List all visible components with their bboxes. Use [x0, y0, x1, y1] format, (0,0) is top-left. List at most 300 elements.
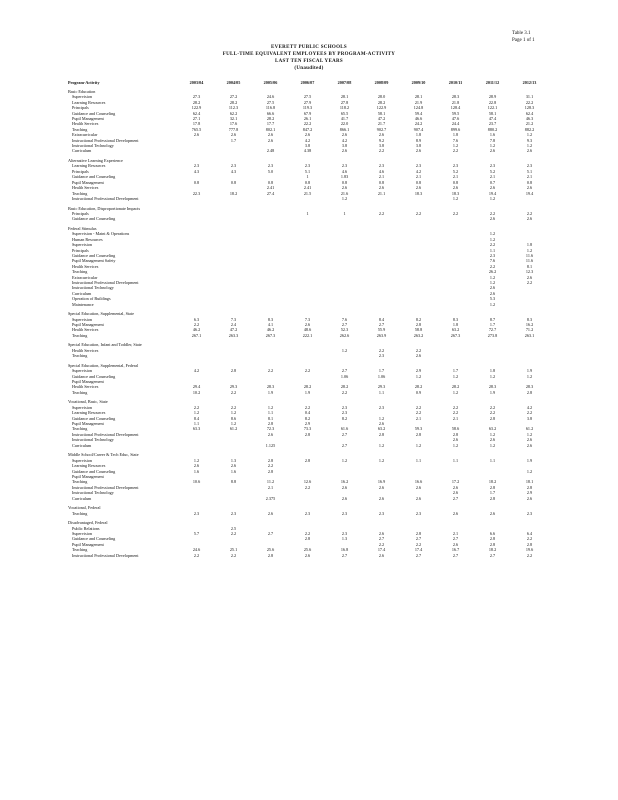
fte-value: 2.6: [230, 463, 237, 469]
fte-value: 4.2: [304, 137, 311, 143]
fte-value: 63.3: [192, 426, 201, 432]
title-district: EVERETT PUBLIC SCHOOLS: [271, 45, 347, 50]
fte-value: 66.6: [266, 110, 275, 116]
fte-value: 2.2: [526, 536, 533, 542]
fte-value: 1.1: [489, 247, 496, 253]
fte-value: 28.2: [451, 384, 460, 390]
fte-value: 7.3: [230, 316, 237, 322]
section-heading: Special Education, Supplemental, State: [68, 311, 134, 317]
fte-value: 1.2: [193, 410, 200, 416]
fte-value: 2.3: [378, 404, 385, 410]
fte-value: 2.6: [193, 132, 200, 138]
fte-value: 62.4: [525, 110, 534, 116]
fte-value: 2.48: [266, 148, 275, 154]
activity-label: Human Resources: [72, 236, 103, 242]
activity-label: Supervision - Maint & Operations: [72, 231, 130, 237]
fte-value: 2.2: [526, 552, 533, 558]
fte-value: 28.2: [229, 99, 238, 105]
activity-label: Instructional Professional Development: [72, 552, 139, 558]
fte-value: 902.7: [376, 126, 387, 132]
fte-value: 2.3: [415, 510, 422, 516]
fte-value: 21.5: [303, 190, 312, 196]
fte-value: 2.8: [267, 457, 274, 463]
fte-value: 2.3: [341, 510, 348, 516]
fte-value: 61.6: [340, 426, 349, 432]
fte-value: 16.7: [451, 547, 460, 553]
fte-value: 21.9: [414, 99, 423, 105]
fte-value: 1.2: [526, 143, 533, 149]
fte-value: 3.8: [378, 143, 385, 149]
fte-value: 2.2: [304, 368, 311, 374]
activity-label: Teaching: [72, 353, 88, 359]
fte-value: 2.5: [230, 525, 237, 531]
fte-value: 6.3: [193, 316, 200, 322]
activity-label: Teaching: [72, 479, 88, 485]
fte-value: 1.7: [452, 368, 459, 374]
fte-value: 2.6: [341, 132, 348, 138]
fte-value: 72.7: [488, 327, 497, 333]
fte-value: 2.3: [193, 510, 200, 516]
fte-value: 1.2: [452, 389, 459, 395]
fte-value: 61.2: [525, 426, 534, 432]
fte-value: 2.6: [526, 274, 533, 280]
fte-value: 28.1: [414, 94, 423, 100]
fte-value: 4.2: [341, 137, 348, 143]
fte-value: 2.3: [378, 163, 385, 169]
fte-value: 28.2: [377, 99, 386, 105]
fte-value: 2.8: [489, 536, 496, 542]
fte-value: 2.7: [341, 322, 348, 327]
fte-value: 1.3: [341, 536, 348, 542]
fte-value: 7.8: [489, 137, 496, 143]
fte-value: 47.6: [451, 116, 460, 122]
fte-value: 263.2: [413, 332, 424, 338]
activity-label: Supervision: [72, 242, 93, 248]
fte-value: 0.8: [267, 179, 274, 185]
section-heading: Alternative Learning Experience: [68, 158, 123, 164]
fte-value: 222.1: [302, 332, 313, 338]
fte-value: 1.2: [526, 373, 533, 379]
fte-value: 32.1: [229, 116, 238, 122]
fte-value: 0.8: [526, 179, 533, 185]
fte-value: 2.2: [415, 210, 422, 216]
activity-label: Supervision: [72, 404, 93, 410]
fte-value: 8.8: [230, 479, 237, 485]
fte-value: 880.2: [487, 126, 498, 132]
section-heading: Disadvantaged, Federal: [68, 520, 108, 526]
fte-value: 2.9: [526, 490, 533, 496]
fte-value: 41.7: [340, 116, 349, 122]
fte-table: [68, 80, 548, 558]
fte-value: 29.4: [192, 384, 201, 390]
fte-value: 2.6: [415, 185, 422, 191]
fte-value: 2.6: [452, 490, 459, 496]
fte-value: 8.3: [267, 316, 274, 322]
activity-label: Supervision: [72, 368, 93, 374]
fte-value: 1.2: [526, 431, 533, 437]
fte-value: 2.6: [267, 137, 274, 143]
fte-value: 8.2: [415, 316, 422, 322]
column-header-year: 2007/08: [337, 80, 352, 85]
fte-value: 2.6: [341, 495, 348, 501]
fte-value: 2.6: [267, 431, 274, 437]
fte-value: 1.7: [378, 368, 385, 374]
fte-value: 2.2: [230, 530, 237, 536]
activity-label: Extracurricular: [72, 132, 98, 138]
fte-value: 7.6: [489, 258, 496, 264]
fte-value: 72.3: [266, 426, 275, 432]
fte-value: 2.8: [267, 468, 274, 474]
fte-value: 0.4: [304, 410, 311, 416]
fte-value: 4.38: [303, 148, 312, 154]
fte-value: 1.2: [230, 410, 237, 416]
activity-label: Guidance and Counseling: [72, 468, 116, 474]
fte-value: 1.2: [378, 442, 385, 448]
fte-value: 1.2: [452, 442, 459, 448]
fte-value: 124.8: [413, 105, 424, 111]
fte-value: 1.2: [452, 373, 459, 379]
fte-value: 882.2: [524, 126, 535, 132]
fte-value: 2.6: [452, 437, 459, 443]
fte-value: 2.6: [452, 185, 459, 191]
fte-value: 58.1: [377, 110, 386, 116]
fte-value: 25.6: [266, 547, 275, 553]
fte-value: 71.2: [525, 327, 534, 333]
fte-value: 267.3: [450, 332, 461, 338]
fte-value: 2.2: [304, 530, 311, 536]
fte-value: 2.6: [489, 285, 496, 291]
fte-value: 2.3: [304, 510, 311, 516]
fte-value: 1.8: [415, 132, 422, 138]
column-header-program: Program-Activity: [68, 80, 100, 85]
report-title: [0, 44, 618, 72]
fte-value: 2.2: [415, 410, 422, 416]
activity-label: Supervision: [72, 530, 93, 536]
activity-label: Teaching: [72, 426, 88, 432]
fte-value: 2.6: [526, 437, 533, 443]
activity-label: Instructional Professional Development: [72, 137, 139, 143]
fte-value: 1.1: [415, 457, 422, 463]
fte-value: 2.6: [378, 484, 385, 490]
fte-value: 1.2: [526, 247, 533, 253]
fte-value: 3.8: [341, 143, 348, 149]
section-heading: Federal Stimulus: [68, 225, 97, 231]
fte-value: 0.9: [415, 389, 422, 395]
fte-value: 1.1: [378, 389, 385, 395]
fte-value: 118.2: [339, 105, 350, 111]
fte-value: 2.6: [452, 484, 459, 490]
fte-value: 0.8: [452, 179, 459, 185]
fte-value: 17.8: [192, 121, 201, 127]
activity-label: Pupil Management: [72, 541, 104, 547]
fte-value: 262.6: [339, 332, 350, 338]
activity-label: Instructional Professional Development: [72, 279, 139, 285]
activity-label: Learning Resources: [72, 463, 106, 469]
fte-value: 1.6: [230, 468, 237, 474]
fte-value: 2.6: [415, 353, 422, 359]
fte-value: 28.2: [414, 384, 423, 390]
activity-label: Learning Resources: [72, 99, 106, 105]
fte-value: 58.8: [414, 327, 423, 333]
fte-value: 46.2: [192, 327, 201, 333]
fte-value: 122.9: [376, 105, 387, 111]
activity-label: Health Services: [72, 263, 99, 269]
activity-label: Curriculum: [72, 495, 92, 501]
table-body: [68, 89, 548, 558]
fte-value: 267.3: [265, 332, 276, 338]
activity-label: Maintenance: [72, 301, 94, 307]
section-heading: Special Education, Infant and Toddler, State: [68, 342, 142, 348]
fte-value: 1.2: [489, 143, 496, 149]
fte-value: 8.6: [230, 415, 237, 421]
fte-value: 17.4: [414, 547, 423, 553]
activity-label: Pupil Management: [72, 379, 104, 385]
fte-value: 765.5: [191, 126, 202, 132]
activity-label: Teaching: [72, 126, 88, 132]
fte-value: 1.1: [267, 410, 274, 416]
fte-value: 22.2: [525, 99, 534, 105]
fte-value: 2.2: [452, 210, 459, 216]
fte-value: 2.6: [489, 216, 496, 222]
activity-label: Principals: [72, 168, 89, 174]
fte-value: 2.6: [415, 495, 422, 501]
section-heading: Vocational, Basic, State: [68, 399, 108, 405]
fte-value: 21.8: [451, 99, 460, 105]
fte-value: 2.2: [193, 552, 200, 558]
activity-label: Supervision: [72, 457, 93, 463]
fte-value: 2.2: [489, 210, 496, 216]
table-number: Table 3.1: [512, 31, 531, 36]
fte-value: 22.3: [192, 190, 201, 196]
activity-label: Instructional Technology: [72, 143, 114, 149]
fte-value: 2.2: [489, 410, 496, 416]
fte-value: 128.4: [450, 105, 461, 111]
fte-value: 1.2: [489, 301, 496, 307]
fte-value: 27.2: [229, 94, 238, 100]
fte-value: 2.41: [266, 185, 275, 191]
activity-label: Instructional Professional Development: [72, 195, 139, 201]
fte-value: 2.1: [526, 174, 533, 180]
fte-value: 273.8: [487, 332, 498, 338]
fte-value: 2.3: [341, 410, 348, 416]
fte-value: 2.1: [489, 174, 496, 180]
fte-value: 6.4: [526, 530, 533, 536]
fte-value: 2.1: [378, 174, 385, 180]
fte-value: 17.7: [266, 121, 275, 127]
fte-value: 2.2: [526, 210, 533, 216]
fte-value: 28.3: [488, 384, 497, 390]
fte-value: 1.2: [341, 457, 348, 463]
fte-value: 21.2: [525, 121, 534, 127]
fte-value: 2.6: [378, 552, 385, 558]
activity-label: Health Services: [72, 347, 99, 353]
fte-value: 46.3: [525, 116, 534, 122]
fte-value: 1.2: [267, 404, 274, 410]
fte-value: 2.8: [415, 431, 422, 437]
fte-value: 2.2: [230, 389, 237, 395]
fte-value: 2.6: [489, 290, 496, 296]
column-header-year: 2009/10: [411, 80, 426, 85]
fte-value: 2.1: [415, 174, 422, 180]
fte-value: 28.3: [266, 384, 275, 390]
fte-value: 2.8: [230, 368, 237, 374]
fte-value: 16.6: [414, 479, 423, 485]
fte-value: 2.3: [341, 404, 348, 410]
fte-value: 19.4: [525, 190, 534, 196]
fte-value: 2.7: [415, 536, 422, 542]
fte-value: 1.2: [341, 347, 348, 353]
fte-value: 4.2: [526, 404, 533, 410]
fte-value: 21.1: [377, 190, 386, 196]
activity-label: Teaching: [72, 190, 88, 196]
fte-value: 27.4: [266, 190, 275, 196]
fte-value: 5.0: [267, 168, 274, 174]
fte-value: 8.3: [452, 316, 459, 322]
fte-value: 8.1: [526, 263, 533, 269]
fte-value: 2.3: [526, 510, 533, 516]
section-heading: Middle School/Career & Tech Educ, State: [68, 452, 139, 458]
fte-value: 63.2: [377, 426, 386, 432]
fte-value: 2.1: [415, 415, 422, 421]
fte-value: 21.6: [340, 190, 349, 196]
fte-value: 2.6: [526, 442, 533, 448]
fte-value: 1.2: [452, 195, 459, 201]
fte-value: 5.2: [452, 168, 459, 174]
fte-value: 0.7: [489, 179, 496, 185]
fte-value: 0.8: [193, 179, 200, 185]
fte-value: 112.3: [228, 105, 239, 111]
fte-value: 28.3: [451, 94, 460, 100]
fte-value: 802.1: [265, 126, 276, 132]
fte-value: 8.4: [378, 316, 385, 322]
fte-value: 2.1: [267, 484, 274, 490]
fte-value: 2.2: [452, 404, 459, 410]
fte-value: 1.7: [489, 490, 496, 496]
fte-value: 2.6: [526, 216, 533, 222]
fte-value: 0.8: [230, 179, 237, 185]
fte-value: 1.83: [340, 174, 349, 180]
section-heading: Basic Education: [68, 89, 96, 94]
fte-value: 1.8: [452, 322, 459, 327]
fte-value: 59.3: [414, 426, 423, 432]
fte-value: 1.6: [489, 132, 496, 138]
fte-value: 1.9: [526, 457, 533, 463]
fte-value: 2.8: [489, 495, 496, 501]
fte-value: 263.1: [524, 332, 535, 338]
fte-value: 67.9: [303, 110, 312, 116]
fte-value: 1.9: [526, 368, 533, 374]
fte-value: 2.3: [267, 163, 274, 169]
activity-label: Guidance and Counseling: [72, 174, 116, 180]
activity-label: Guidance and Counseling: [72, 536, 116, 542]
fte-value: 16.9: [377, 479, 386, 485]
fte-value: 58.6: [451, 426, 460, 432]
fte-value: 9.2: [378, 137, 385, 143]
fte-value: 3.8: [526, 415, 533, 421]
fte-value: 3.8: [304, 143, 311, 149]
fte-value: 1.2: [452, 143, 459, 149]
fte-value: 46.2: [266, 327, 275, 333]
fte-value: 0.8: [304, 179, 311, 185]
fte-value: 0.8: [378, 179, 385, 185]
page-count: Page 1 of 1: [512, 38, 535, 43]
fte-value: 2.2: [193, 322, 200, 327]
fte-value: 18.2: [488, 479, 497, 485]
fte-value: 1.1: [489, 457, 496, 463]
fte-value: 2.8: [489, 484, 496, 490]
column-header-year: 2005/06: [263, 80, 278, 85]
fte-value: 2.1: [452, 174, 459, 180]
title-period: LAST TEN FISCAL YEARS: [274, 59, 344, 64]
fte-value: 5.1: [304, 168, 311, 174]
fte-value: 73.3: [303, 426, 312, 432]
fte-value: 2.2: [489, 242, 496, 248]
activity-label: Pupil Management: [72, 116, 104, 122]
fte-value: 2.2: [341, 389, 348, 395]
fte-value: 18.3: [451, 190, 460, 196]
fte-value: 907.4: [413, 126, 424, 132]
fte-value: 2.6: [267, 510, 274, 516]
fte-value: 22.2: [303, 121, 312, 127]
activity-label: Teaching: [72, 547, 88, 553]
fte-value: 1.2: [489, 236, 496, 242]
fte-value: 22.8: [488, 99, 497, 105]
fte-value: 65.5: [340, 110, 349, 116]
fte-value: 263.3: [228, 332, 239, 338]
fte-value: 2.3: [341, 163, 348, 169]
fte-value: 5.3: [489, 296, 496, 302]
fte-value: 8.4: [193, 415, 200, 421]
activity-label: Public Relations: [72, 525, 100, 531]
activity-label: Instructional Professional Development: [72, 484, 139, 490]
fte-value: 2.8: [267, 421, 274, 427]
activity-label: Supervision: [72, 316, 93, 322]
fte-value: 2.6: [378, 185, 385, 191]
activity-label: Instructional Technology: [72, 437, 114, 443]
fte-value: 47.2: [377, 116, 386, 122]
fte-value: 2.6: [193, 463, 200, 469]
fte-value: 59.5: [451, 110, 460, 116]
fte-value: 116.8: [265, 105, 276, 111]
fte-value: 2.8: [304, 457, 311, 463]
activity-label: Guidance and Counseling: [72, 415, 116, 421]
fte-value: 1.9: [489, 389, 496, 395]
fte-value: 1.06: [377, 373, 386, 379]
activity-label: Guidance and Counseling: [72, 216, 116, 222]
fte-value: 19.4: [488, 190, 497, 196]
fte-value: 29.3: [377, 384, 386, 390]
fte-value: 7.3: [304, 316, 311, 322]
fte-value: 2.8: [267, 552, 274, 558]
fte-value: 2.2: [415, 541, 422, 547]
fte-value: 1.2: [526, 468, 533, 474]
fte-value: 2.1: [452, 530, 459, 536]
fte-value: 2.8: [489, 415, 496, 421]
fte-value: 2.8: [489, 541, 496, 547]
fte-value: 28.0: [377, 94, 386, 100]
fte-value: 2.6: [341, 148, 348, 154]
fte-value: 8.2: [304, 415, 311, 421]
fte-value: 1.2: [489, 373, 496, 379]
fte-value: 2.6: [304, 322, 311, 327]
fte-value: 2.6: [452, 510, 459, 516]
fte-value: 24.4: [451, 121, 460, 127]
fte-value: 18.2: [229, 190, 238, 196]
fte-value: 58.1: [488, 110, 497, 116]
fte-value: 2.6: [378, 530, 385, 536]
activity-label: Teaching: [72, 332, 88, 338]
fte-value: 1.1: [193, 421, 200, 427]
